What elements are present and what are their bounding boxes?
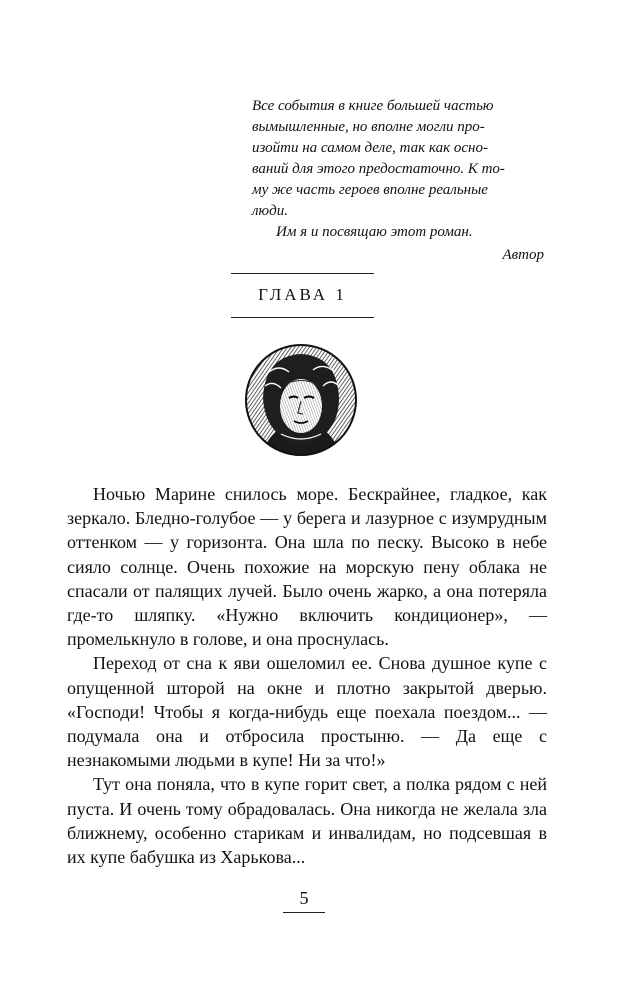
- epigraph-line: изойти на самом деле, так как осно-: [252, 140, 488, 156]
- chapter-body-text: [67, 482, 547, 869]
- epigraph-line: ваний для этого предостаточно. К то-: [252, 161, 505, 177]
- body-paragraph: Тут она поняла, что в купе горит свет, а полка рядом с ней пуста. И очень тому обрадовалась. Она никогда не желала зла ближнему, особенно старикам и инвалидам, но подсевшая в их купе бабушка из Харькова...: [67, 774, 547, 868]
- epigraph-line: вымышленные, но вполне могли про-: [252, 119, 485, 135]
- body-paragraph: Переход от сна к яви ошеломил ее. Снова душное купе с опущенной шторой на окне и плотно закрытой дверью. «Господи! Чтобы я когда-нибудь еще поехала поездом... — подумала она и отбросила простыню. — Да еще с незнакомыми людьми в купе! Ни за что!»: [67, 653, 547, 771]
- epigraph-dedication: Им я и посвящаю этот роман.: [276, 224, 473, 240]
- chapter-top-rule: [231, 273, 374, 274]
- chapter-bottom-rule: [231, 317, 374, 318]
- body-paragraph: Ночью Марине снилось море. Бескрайнее, гладкое, как зеркало. Бледно-голубое — у берега и лазурное с изумрудным оттенком — у горизонта. Она шла по песку. Высоко в небе сияло солнце. Очень похожие на морскую пену облака не спасали от палящих лучей. Было очень жарко, а она потеряла где-то шляпку. «Нужно включить кондиционер», — промелькнуло в голове, и она проснулась.: [67, 484, 547, 650]
- epigraph-text: [252, 96, 544, 222]
- page-number-rule: [283, 912, 325, 913]
- epigraph: [252, 96, 544, 266]
- epigraph-line: му же часть героев вполне реальные: [252, 182, 488, 198]
- chapter-vignette-portrait: [243, 342, 359, 458]
- epigraph-author: Автор: [502, 247, 544, 263]
- epigraph-line: Все события в книге большей частью: [252, 98, 494, 114]
- page-number: 5: [299, 888, 309, 908]
- chapter-title: ГЛАВА 1: [258, 285, 347, 304]
- epigraph-line: люди.: [252, 203, 288, 219]
